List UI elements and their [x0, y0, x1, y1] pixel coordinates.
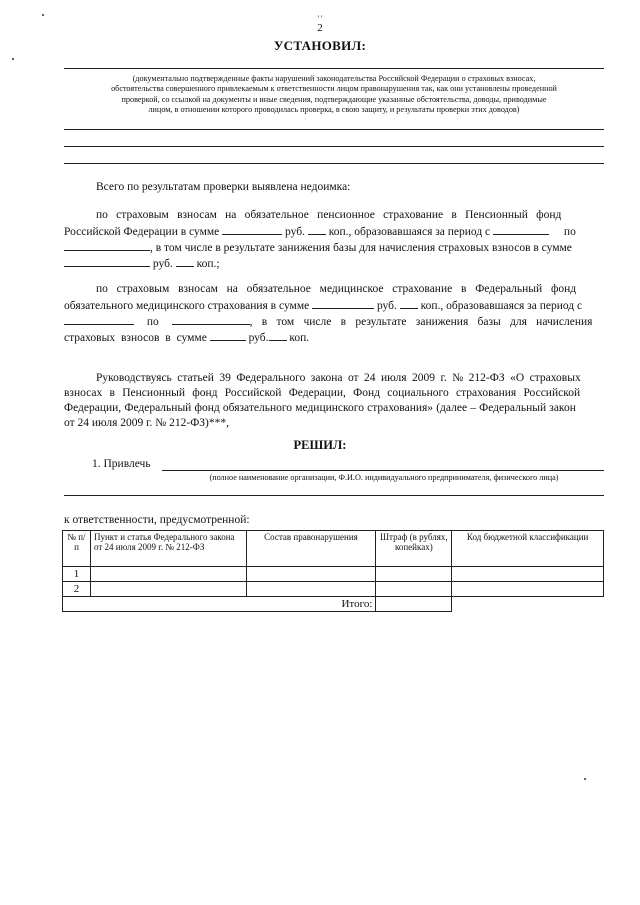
- liability-text: к ответственности, предусмотренной:: [64, 514, 250, 526]
- statement-line: [64, 129, 604, 130]
- page-number-text: 2: [317, 22, 323, 34]
- note-line: проверкой, со ссылкой на документы и иные сведения, подтверждающие указанные обстоятельства, доводы, приводимые: [121, 94, 547, 104]
- medical-text: по страховым взносам на обязательное медицинское страхование в Федеральный фонд: [96, 283, 577, 295]
- table-header-row: [63, 531, 604, 567]
- pension-text: коп., образовавшаяся за период с: [328, 226, 491, 238]
- item1-continuation-line[interactable]: [64, 495, 604, 496]
- statement-line: [64, 68, 604, 69]
- item1-hint: (полное наименование организации, Ф.И.О. индивидуального предпринимателя, физического лица): [209, 473, 559, 482]
- base-kop-blank[interactable]: [176, 256, 194, 267]
- scan-speck: [584, 778, 586, 780]
- row-number: 1: [63, 567, 91, 582]
- kop-blank[interactable]: [308, 224, 326, 235]
- note-line: лицом, в отношении которого проводилась проверка, в свою защиту, и результаты проверки этих доводов): [148, 105, 520, 115]
- legal-text: Руководствуясь статьей 39 Федерального закона от 24 июля 2009 г. № 212-ФЗ «О страховых: [96, 372, 581, 384]
- total-value-cell[interactable]: [376, 597, 452, 612]
- medical-text: коп., образовавшаяся за период с: [420, 300, 583, 312]
- header-cell: № п/п: [63, 531, 91, 567]
- total-empty-cell: [452, 597, 604, 612]
- table-cell[interactable]: [452, 567, 604, 582]
- legal-text: от 24 июля 2009 г. № 212-ФЗ)***,: [64, 417, 230, 429]
- pension-line-1: [96, 209, 604, 221]
- top-marks: ' ': [317, 14, 323, 23]
- arrears-intro: Всего по результатам проверки выявлена недоимка:: [96, 181, 351, 193]
- note-line: обстоятельства совершенного привлекаемым к ответственности лицом правонарушения так, как они установлены проведенной: [111, 84, 557, 94]
- table-total-row: [63, 597, 604, 612]
- header-cell: Код бюджетной классификации: [452, 531, 604, 567]
- date-to-blank[interactable]: [172, 314, 250, 325]
- base-amount-blank[interactable]: [210, 330, 246, 341]
- table-cell[interactable]: [376, 567, 452, 582]
- table-cell[interactable]: [452, 582, 604, 597]
- row-number: 2: [63, 582, 91, 597]
- amount-blank[interactable]: [222, 224, 282, 235]
- header-cell: Пункт и статья Федерального закона от 24 июля 2009 г. № 212-ФЗ: [90, 531, 246, 567]
- medical-line-3: [64, 314, 592, 328]
- table-cell[interactable]: [90, 567, 246, 582]
- pension-line-2: [64, 224, 604, 238]
- kop-blank[interactable]: [400, 298, 418, 309]
- medical-line-2: [64, 298, 582, 312]
- header-cell: Состав правонарушения: [246, 531, 376, 567]
- medical-text: руб.: [376, 300, 397, 312]
- pension-line-3: [64, 240, 604, 254]
- date-from-blank[interactable]: [493, 224, 549, 235]
- section-title: УСТАНОВИЛ:: [273, 38, 367, 53]
- legal-line: [64, 417, 229, 429]
- statement-line: [64, 163, 604, 164]
- pension-text: коп.;: [196, 258, 220, 270]
- scan-speck: [42, 14, 44, 16]
- header-cell: Штраф (в рублях, копейках): [376, 531, 452, 567]
- page-number: [0, 16, 640, 34]
- table-cell[interactable]: [246, 582, 376, 597]
- pension-text: по страховым взносам на обязательное пенсионное страхование в Пенсионный фонд: [96, 209, 562, 221]
- scan-speck: [12, 58, 14, 60]
- note-line: (документально подтвержденные факты нарушений законодательства Российской Федерации о страховых взносах,: [132, 74, 536, 83]
- base-amount-blank[interactable]: [64, 256, 150, 267]
- pension-text: руб.: [285, 226, 305, 238]
- legal-text: Федерации, Федеральный фонд обязательного медицинского страхования» (далее – Федеральный закон: [64, 402, 576, 414]
- table-cell[interactable]: [376, 582, 452, 597]
- medical-text: страховых взносов в сумме: [64, 332, 207, 344]
- amount-blank[interactable]: [312, 298, 374, 309]
- decision-title: РЕШИЛ:: [293, 438, 347, 452]
- pension-text: по: [563, 226, 576, 238]
- medical-text: , в том числе в результате занижения базы для начисления: [249, 316, 593, 328]
- item1-name-line[interactable]: [162, 470, 604, 471]
- medical-text: по: [146, 316, 159, 328]
- pension-text: руб.: [152, 258, 173, 270]
- table-row: [63, 567, 604, 582]
- date-to-blank[interactable]: [64, 240, 150, 251]
- date-from-blank[interactable]: [64, 314, 134, 325]
- total-label: Итого:: [63, 597, 376, 612]
- legal-line: [64, 402, 576, 414]
- violations-table: [62, 530, 604, 612]
- medical-text: обязательного медицинского страхования в сумме: [64, 300, 310, 312]
- table-row: [63, 582, 604, 597]
- table-cell[interactable]: [90, 582, 246, 597]
- statement-note: [64, 74, 604, 116]
- legal-line: [64, 387, 580, 399]
- legal-text: взносах в Пенсионный фонд Российской Федерации, Фонд социального страхования Российской: [64, 387, 581, 399]
- pension-text: , в том числе в результате занижения базы для начисления страховых взносов в сумме: [150, 242, 572, 254]
- table-cell[interactable]: [246, 567, 376, 582]
- pension-line-4: [64, 256, 220, 270]
- medical-text: руб.: [248, 332, 269, 344]
- base-kop-blank[interactable]: [269, 330, 287, 341]
- item1-label: 1. Привлечь: [92, 458, 151, 470]
- medical-text: коп.: [289, 332, 310, 344]
- statement-line: [64, 146, 604, 147]
- medical-line-4: [64, 330, 309, 344]
- pension-text: Российской Федерации в сумме: [64, 226, 220, 238]
- medical-line-1: [96, 283, 576, 295]
- legal-line: [96, 372, 581, 384]
